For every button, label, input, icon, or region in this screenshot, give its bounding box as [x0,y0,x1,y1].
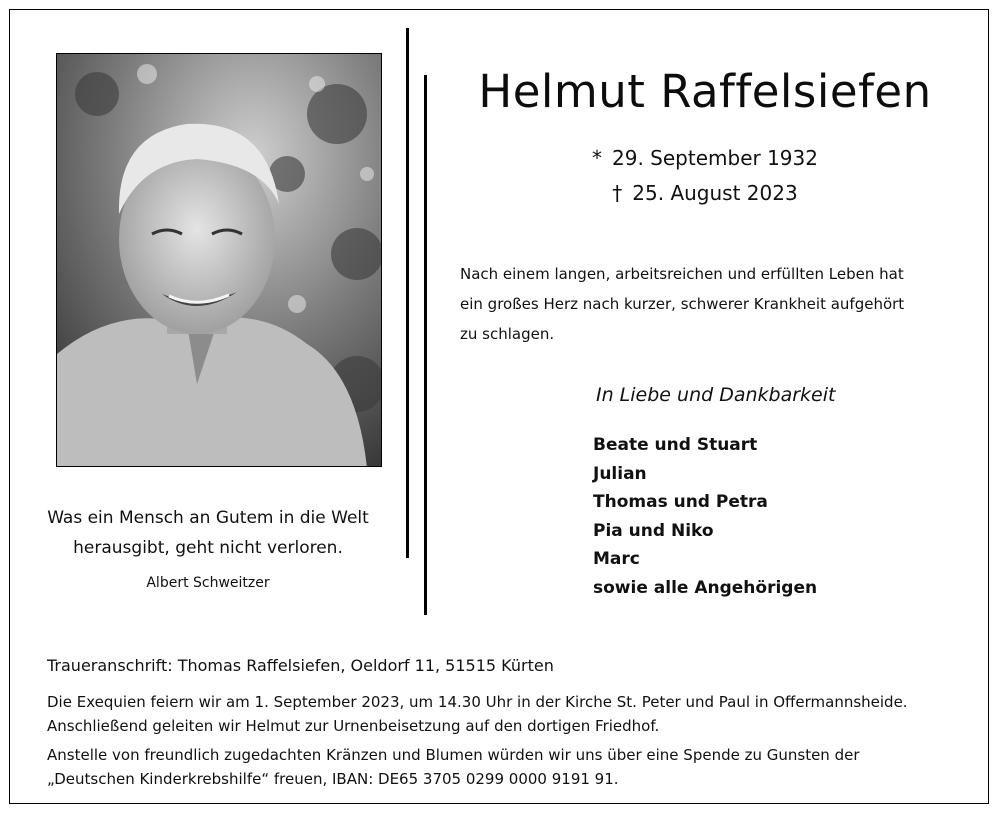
quote-line-2: herausgibt, geht nicht verloren. [73,538,343,558]
quote-line-1: Was ein Mensch an Gutem in die Welt [47,508,369,528]
birth-date [440,143,970,173]
death-date [440,178,970,208]
obituary-message [460,259,960,349]
thanks-line: In Liebe und Dankbarkeit [596,384,836,406]
family-member: sowie alle Angehörigen [593,577,818,598]
family-member: Beate und Stuart [593,435,758,455]
family-member: Pia und Niko [593,520,714,541]
quote-author: Albert Schweitzer [146,575,270,591]
death-cross-icon: † [612,181,623,205]
service-line-1: Die Exequien feiern wir am 1. September 2023, um 14.30 Uhr in der Kirche St. Peter und Paul in Offermannsheide. [47,693,908,711]
family-member: Thomas und Petra [593,492,768,513]
donation-line-2: „Deutschen Kinderkrebshilfe“ freuen, IBAN: DE65 3705 0299 0000 9191 91. [47,770,619,788]
message-line-2: ein großes Herz nach kurzer, schwerer Krankheit aufgehört [460,295,905,313]
message-line-3: zu schlagen. [460,325,555,343]
donation-line-1: Anstelle von freundlich zugedachten Kränzen und Blumen würden wir uns über eine Spende zu Gunsten der [47,746,860,764]
family-list [593,431,817,603]
donation-info [47,743,963,791]
birth-date-text: 29. September 1932 [612,146,818,170]
deceased-name: Helmut Raffelsiefen [478,65,932,118]
service-info [47,690,963,738]
mourning-address: Traueranschrift: Thomas Raffelsiefen, Oeldorf 11, 51515 Kürten [47,656,554,675]
family-member: Marc [593,549,640,570]
service-line-2: Anschließend geleiten wir Helmut zur Urnenbeisetzung auf den dortigen Friedhof. [47,717,660,735]
message-line-1: Nach einem langen, arbeitsreichen und erfüllten Leben hat [460,265,904,283]
divider-line-left [406,28,409,558]
divider-line-right [424,75,427,615]
family-member: Julian [593,463,647,484]
portrait-photo [56,53,382,467]
death-date-text: 25. August 2023 [632,181,798,205]
birth-star-icon: * [592,146,603,170]
